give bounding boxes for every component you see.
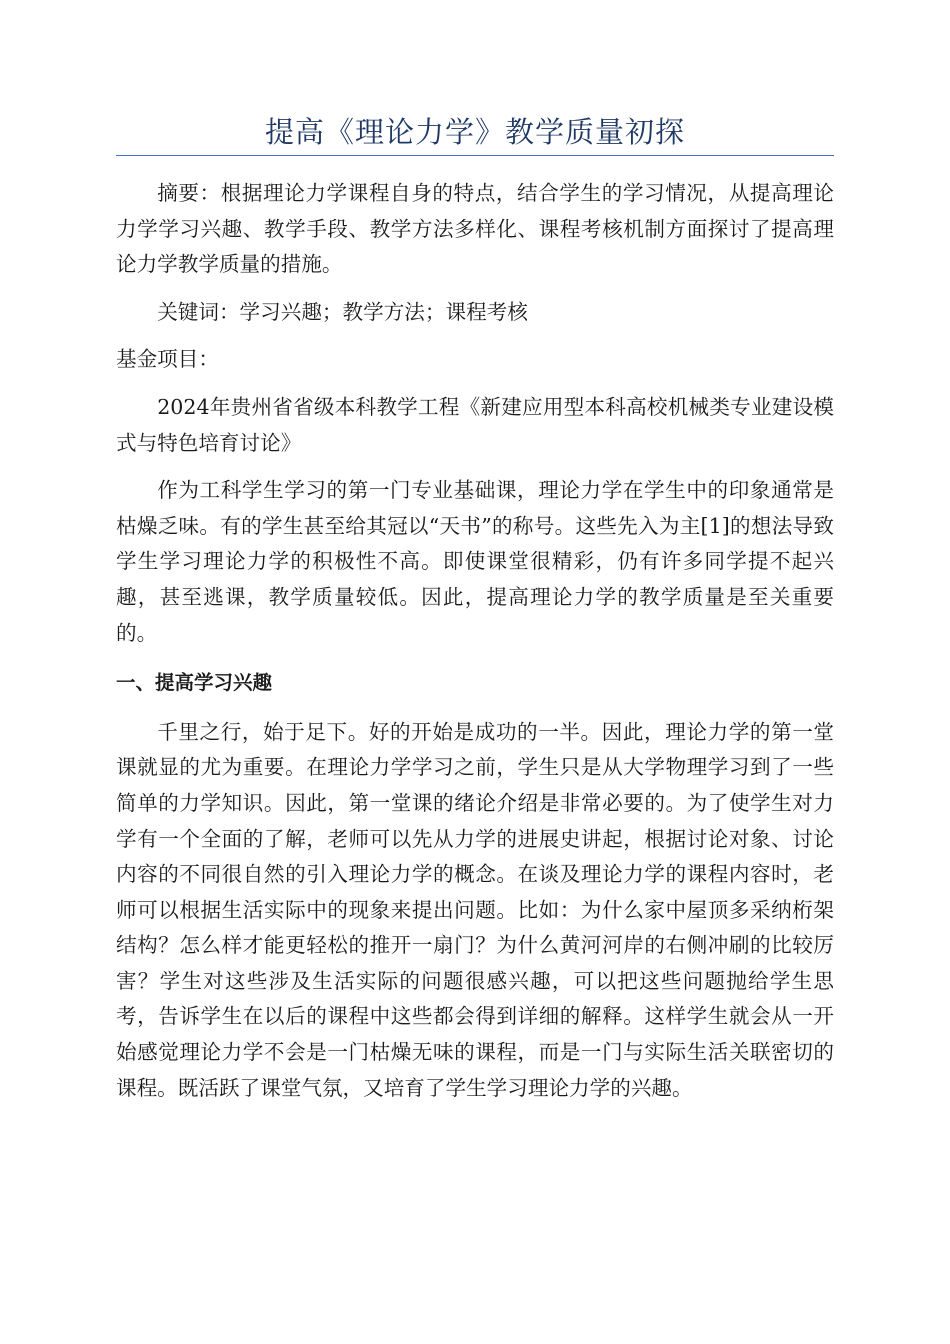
keywords-paragraph: 关键词：学习兴趣；教学方法；课程考核 xyxy=(157,299,528,324)
abstract-paragraph: 摘要：根据理论力学课程自身的特点，结合学生的学习情况，从提高理论力学学习兴趣、教学手段、教学方法多样化、课程考核机制方面探讨了提高理论力学教学质量的措施。 xyxy=(116,181,834,277)
fund-label: 基金项目： xyxy=(116,347,219,372)
intro-paragraph: 作为工科学生学习的第一门专业基础课，理论力学在学生中的印象通常是枯燥乏味。有的学生甚至给其冠以“天书”的称号。这些先入为主[1]的想法导致学生学习理论力学的积极性不高。即使课堂很精彩，仍有许多同学提不起兴趣，甚至逃课，教学质量较低。因此，提高理论力学的教学质量是至关重要的。 xyxy=(116,478,834,645)
fund-paragraph: 2024年贵州省省级本科教学工程《新建应用型本科高校机械类专业建设模式与特色培育讨论》 xyxy=(116,394,834,455)
document-title: 提高《理论力学》教学质量初探 xyxy=(264,115,685,149)
section-heading: 一、提高学习兴趣 xyxy=(116,671,273,695)
section-paragraph: 千里之行，始于足下。好的开始是成功的一半。因此，理论力学的第一堂课就显的尤为重要。在理论力学学习之前，学生只是从大学物理学习到了一些简单的力学知识。因此，第一堂课的绪论介绍是非常必要的。为了使学生对力学有一个全面的了解，老师可以先从力学的进展史讲起，根据讨论对象、讨论内容的不同很自然的引入理论力学的概念。在谈及理论力学的课程内容时，老师可以根据生活实际中的现象来提出问题。比如：为什么家中屋顶多采纳桁架结构？怎么样才能更轻松的推开一扇门？为什么黄河河岸的右侧冲刷的比较厉害？学生对这些涉及生活实际的问题很感兴趣，可以把这些问题抛给学生思考，告诉学生在以后的课程中这些都会得到详细的解释。这样学生就会从一开始感觉理论力学不会是一门枯燥无味的课程，而是一门与实际生活关联密切的课程。既活跃了课堂气氛，又培育了学生学习理论力学的兴趣。 xyxy=(116,719,834,1100)
title-underline xyxy=(116,155,834,156)
document-body xyxy=(116,176,834,1106)
